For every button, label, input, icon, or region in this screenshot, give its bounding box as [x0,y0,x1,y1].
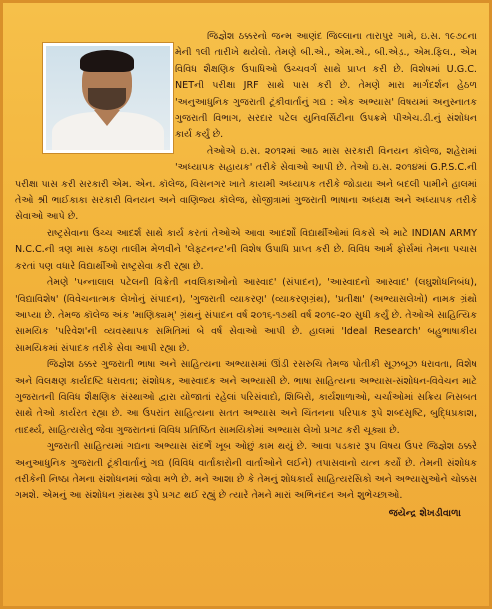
author-photo [43,43,173,153]
photo-beard [88,88,126,110]
bio-paragraph-scholarship: જિજ્ઞેશ ઠક્કર ગુજરાતી ભાષા અને સાહિત્યના અભ્યાસમાં ઊંડી રસરુચિ તેમજ પોતીકી સૂઝબૂઝ ધરાવતા, વિશેષ અને વિલક્ષણ કાર્યદષ્ટિ ધરાવતા; સંશોધક, આસ્વાદક અને અભ્યાસી છે. ભાષા સાહિત્યના અભ્યાસ-સંશોધન-વિવેચન માટે ગુજરાતની વિવિધ શૈક્ષણિક સંસ્થાઓ દ્વારા યોજાતાં રહેલાં પરિસંવાદો, શિબિરો, કાર્યશાળાઓ, ચર્ચાઓમાં સક્રિય નિસબત સાથે તેઓ કાર્યરત રહ્યા છે. આ ઉપરાંત સાહિત્યના સતત અભ્યાસ અને ચિંતનના પરિપાક રૂપે શબ્દસૃષ્ટિ, બુદ્ધિપ્રકાશ, તાદર્થ્ય, સાહિત્યસેતુ જેવા ગુજરાતનાં વિવિધ પ્રતિષ્ઠિત સામયિકોમાં અભ્યાસ લેખો પ્રગટ કરી ચૂક્યા છે. [15,359,477,436]
bio-paragraph-career: તેઓએ ઇ.સ. ૨૦૧૨માં આઠ માસ સરકારી વિનયન કૉલેજ, શહેરામાં 'અધ્યાપક સહાયક' તરીકે સેવાઓ આપી છે. તેઓ ઇ.સ. ૨૦૧૪માં G.P.S.C.ની પરીક્ષા પાસ કરી સરકારી એમ. એન. કૉલેજ, વિસનગર ખાતે કાયમી અધ્યાપક તરીકે જોડાયા અને બદલી પામીને હાલમાં તેઓ શ્રી ભાઈકાકા સરકારી વિનયન અને વાણિજ્ય કૉલેજ, સોજીત્રામાં ગુજરાતી ભાષાના અધ્યક્ષ અને અધ્યાપક તરીકે સેવાઓ આપે છે. [15,145,477,223]
bio-paragraph-birth-education: જિજ્ઞેશ ઠક્કરનો જન્મ આણંદ જિલ્લાના તારાપુર ગામે, ઇ.સ. ૧૯૭૮ના મેની ૧લી તારીખે થયેલો. તેમણે બી.એ., એમ.એ., બી.એડ઼., એમ.ફિલ., એમ વિવિધ શૈક્ષણિક ઉપાધિઓ ઉચ્ચવર્ગ સાથે પ્રાપ્ત કરી છે. વિશેષમાં U.G.C. NETની પરીક્ષા JRF સાથે પાસ કરી છે. તેમણે મારા માર્ગદર્શન હેઠળ 'અનુઆધુનિક ગુજરાતી ટૂંકીવાર્તાનું ગદ્ય : એક અભ્યાસ' વિષયમાં અનુસ્નાતક ગુજરાતી વિભાગ, સરદાર પટેલ યુનિવર્સિટીના ઉપક્રમે પીએચ.ડી.નું સંશોધન કાર્ય કર્યું છે. [175,31,477,141]
photo-hair [80,50,134,72]
bio-paragraph-research-praise: ગુજરાતી સાહિત્યમાં ગદ્યના અભ્યાસ સંદર્ભે ખૂબ ઓછું કામ થયું છે. આવા પડકાર રૂપ વિષય ઉપર જિજ્ઞેશ ઠક્કરે અનુઆધુનિક ગુજરાતી ટૂંકીવાર્તાનું ગદ્ય (વિવિધ વાર્તાકારોની વાર્તાઓને લઈને) તપાસવાનો યત્ન કર્યો છે. તેમની સંશોધક તરીકેની નિષ્ઠા તેમના સંશોધનમાં જોવા મળે છે. મને આશા છે કે તેમનું શોધકાર્ય સાહિત્યરસિકો અને અભ્યાસુઓને ચોક્કસ ગમશે. એમનું આ સંશોધન ગ્રંથસ્થ રૂપે પ્રગટ થઈ રહ્યું છે ત્યારે તેમને મારાં અભિનંદન અને શુભેચ્છાઓ. [15,441,477,502]
signature: જયેન્દ્ર શેખડીવાળા [388,507,461,519]
bio-paragraph-ncc: રાષ્ટ્રસેવાના ઉચ્ચ આદર્શ સાથે કાર્ય કરતાં તેઓએ આવા આદર્શો વિદ્યાર્થીઓમાં વિકસે એ માટે INDIAN ARMY N.C.C.ની ત્રણ માસ કઠણ તાલીમ મેળવીને 'લેફ્ટનન્ટ'ની વિશેષ ઉપાધિ પ્રાપ્ત કરી છે. વિવિધ આર્મ ફોર્સમાં તેમના પચાસ કરતાં પણ વધારે વિદ્યાર્થીઓ રાષ્ટ્રસેવા કરી રહ્યા છે. [15,227,477,272]
bio-paragraph-publications: તેમણે 'પન્નાલાલ પટેલની વિક્રેતી નવલિકાઓનો આસ્વાદ' (સંપાદન), 'આસ્વાદનો આસ્વાદ' (લઘુશોધનિબંધ), 'વિદ્યાવિશેષ' (વિવેચનાત્મક લેખોનું સંપાદન), 'ગુજરાતી વ્યાકરણ' (વ્યાકરણગ્રંથ), 'પ્રતીક્ષા' (અભ્યાસલેખો) નામક ગ્રંથો આપ્યા છે. તેમજ કૉલેજ અંક 'માણિક્યમ્' ગ્રંથનું સંપાદન વર્ષ ૨૦૧૬-૧૭થી વર્ષ ૨૦૧૯-૨૦ સુધી કર્યું છે. તેઓએ સાહિત્યિક સામયિક 'પરિવેશ'ની વ્યવસ્થાપક સમિતિમાં બે વર્ષ સેવાઓ આપી છે. હાલમાં 'Ideal Research' બહુભાષાકીય સામયિકમાં સંપાદક તરીકે સેવા આપી રહ્યા છે. [15,277,477,354]
